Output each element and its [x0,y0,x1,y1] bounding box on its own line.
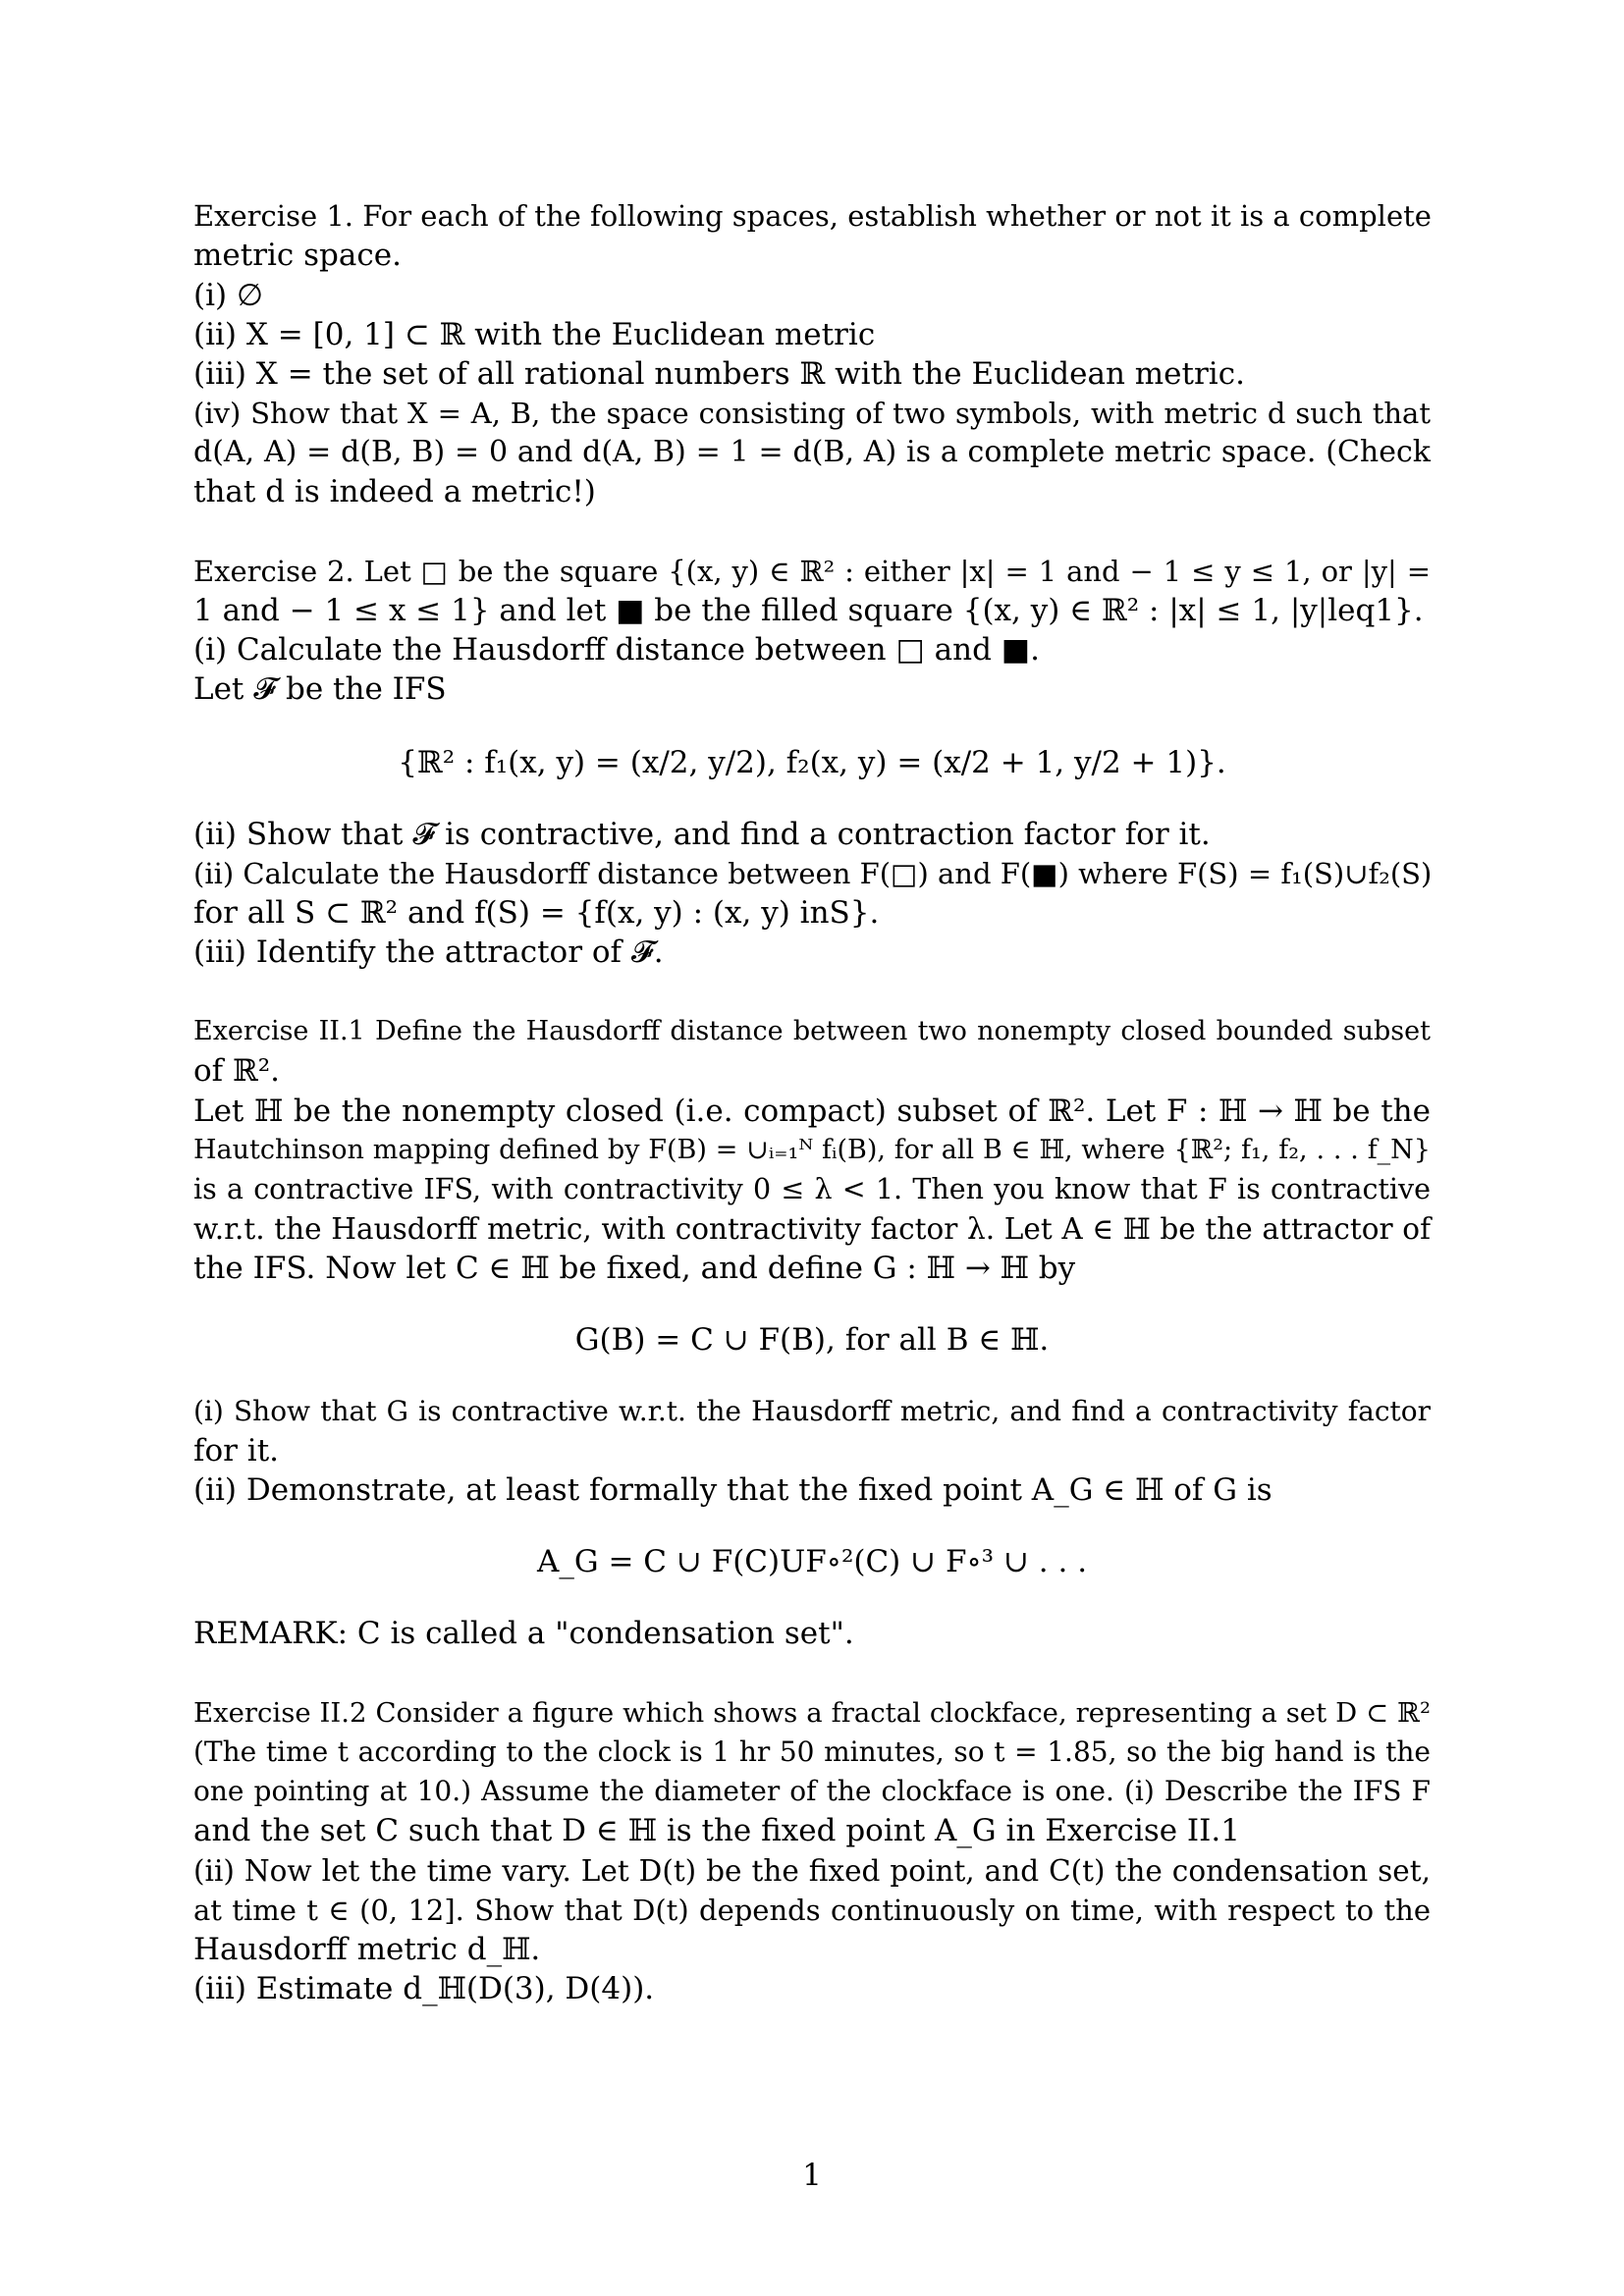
paragraph-line: Let 𝓕 be the IFS [193,671,447,707]
paragraph-line: Let ℍ be the nonempty closed (i.e. compact) subset of ℝ². Let F : ℍ → ℍ be the [193,1094,1431,1129]
paragraph-line: for it. [193,1433,280,1468]
paragraph-line: Exercise 2. Let □ be the square {(x, y) ∈ ℝ² : either |x| = 1 and − 1 ≤ y ≤ 1, or |y| = [193,555,1431,588]
paragraph-line: and the set C such that D ∈ ℍ is the fixed point A_G in Exercise II.1 [193,1813,1241,1848]
display-equation: {ℝ² : f₁(x, y) = (x/2, y/2), f₂(x, y) = (x/2 + 1, y/2 + 1)}. [398,745,1226,780]
paragraph-line: (i) Show that G is contractive w.r.t. the Hausdorff metric, and find a contractivity factor [193,1395,1431,1427]
page-number: 1 [802,2158,822,2193]
paragraph-line: of ℝ². [193,1053,281,1089]
paragraph-line: (ii) Show that 𝓕 is contractive, and find a contraction factor for it. [193,817,1211,852]
paragraph-line: (iii) Estimate d_ℍ(D(3), D(4)). [193,1971,655,2006]
display-equation: A_G = C ∪ F(C)UF∘²(C) ∪ F∘³ ∪ . . . [536,1544,1088,1579]
paragraph-line: that d is indeed a metric!) [193,474,596,509]
paragraph-line: (ii) Calculate the Hausdorff distance between F(□) and F(■) where F(S) = f₁(S)∪f₂(S) [193,857,1433,890]
paragraph-line: is a contractive IFS, with contractivity 0 ≤ λ < 1. Then you know that F is contractive [193,1173,1431,1205]
paragraph-line: for all S ⊂ ℝ² and f(S) = {f(x, y) : (x, y) inS}. [193,895,880,931]
paragraph-line: Exercise II.2 Consider a figure which shows a fractal clockface, representing a set D ⊂ ℝ² [193,1697,1431,1729]
paragraph-line: REMARK: C is called a "condensation set". [193,1616,854,1651]
paragraph-line: (ii) X = [0, 1] ⊂ ℝ with the Euclidean metric [193,317,876,352]
paragraph-line: d(A, A) = d(B, B) = 0 and d(A, B) = 1 = d(B, A) is a complete metric space. (Check [193,435,1431,469]
paragraph-line: the IFS. Now let C ∈ ℍ be fixed, and define G : ℍ → ℍ by [193,1251,1076,1286]
paragraph-line: Hausdorff metric d_ℍ. [193,1932,541,1967]
paragraph-line: (iii) X = the set of all rational numbers ℝ with the Euclidean metric. [193,356,1245,392]
display-equation: G(B) = C ∪ F(B), for all B ∈ ℍ. [574,1322,1050,1358]
paragraph-line: Exercise 1. For each of the following spaces, establish whether or not it is a complete [193,199,1432,233]
paragraph-line: (iii) Identify the attractor of 𝓕. [193,934,664,970]
paragraph-line: one pointing at 10.) Assume the diameter of the clockface is one. (i) Describe the IFS F [193,1775,1431,1807]
paragraph-line: metric space. [193,238,402,273]
paragraph-line: 1 and − 1 ≤ x ≤ 1} and let ■ be the filled square {(x, y) ∈ ℝ² : |x| ≤ 1, |y|leq1}. [193,593,1424,628]
paragraph-line: (i) ∅ [193,278,263,313]
paragraph-line: at time t ∈ (0, 12]. Show that D(t) depends continuously on time, with respect to the [193,1894,1431,1927]
paragraph-line: Hautchinson mapping defined by F(B) = ∪ᵢ₌₁ᴺ fᵢ(B), for all B ∈ ℍ, where {ℝ²; f₁, f₂, . . . f_N} [193,1135,1431,1165]
paragraph-line: (The time t according to the clock is 1 hr 50 minutes, so t = 1.85, so the big hand is the [193,1735,1431,1768]
paragraph-line: w.r.t. the Hausdorff metric, with contractivity factor λ. Let A ∈ ℍ be the attractor of [193,1212,1431,1246]
paragraph-line: Exercise II.1 Define the Hausdorff distance between two nonempty closed bounded subset [193,1016,1431,1046]
paragraph-line: (ii) Now let the time vary. Let D(t) be the fixed point, and C(t) the condensation set, [193,1854,1431,1888]
paragraph-line: (ii) Demonstrate, at least formally that the fixed point A_G ∈ ℍ of G is [193,1472,1272,1508]
paragraph-line: (iv) Show that X = A, B, the space consisting of two symbols, with metric d such that [193,397,1431,430]
paragraph-line: (i) Calculate the Hausdorff distance between □ and ■. [193,632,1040,667]
